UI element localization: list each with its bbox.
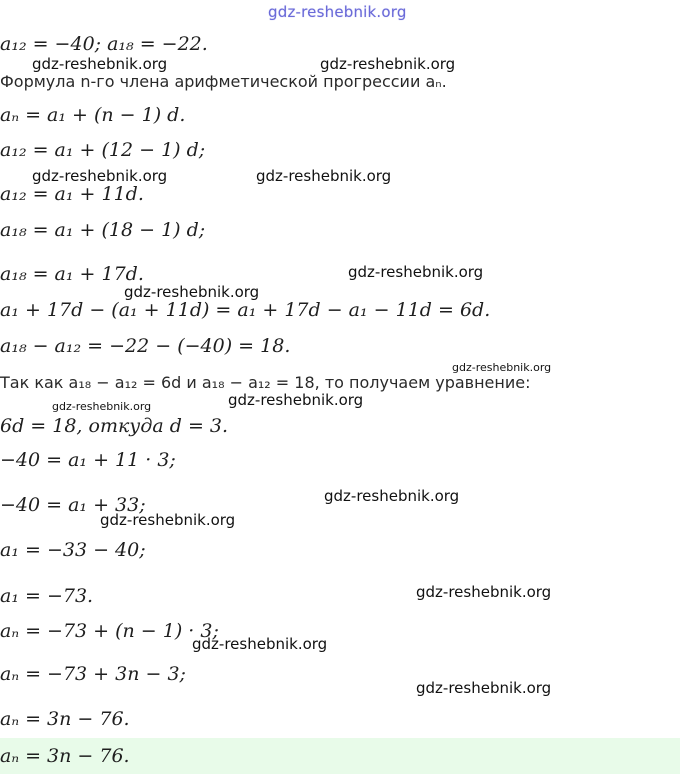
d-solution-line: 6d = 18, откуда d = 3. (0, 415, 229, 437)
watermark: gdz-reshebnik.org (416, 679, 552, 697)
watermark-small: gdz-reshebnik.org (452, 361, 552, 374)
a1-equation-simplified-line: −40 = a₁ + 33; (0, 494, 146, 516)
general-formula-line: aₙ = a₁ + (n − 1) d. (0, 104, 186, 126)
watermark: gdz-reshebnik.org (228, 391, 364, 409)
watermark: gdz-reshebnik.org (416, 583, 552, 601)
given-values-line: a₁₂ = −40; a₁₈ = −22. (0, 33, 208, 55)
an-expanded-line: aₙ = −73 + 3n − 3; (0, 663, 186, 685)
a12-simplified-line: a₁₂ = a₁ + 11d. (0, 183, 144, 205)
answer-line: aₙ = 3n − 76. (0, 745, 130, 767)
watermark: gdz-reshebnik.org (324, 487, 460, 505)
a1-value-line: a₁ = −73. (0, 585, 94, 607)
a1-expression-line: a₁ = −33 − 40; (0, 539, 146, 561)
watermark: gdz-reshebnik.org (32, 55, 168, 73)
an-result-line: aₙ = 3n − 76. (0, 708, 130, 730)
an-substitution-line: aₙ = −73 + (n − 1) · 3; (0, 620, 219, 642)
watermark: gdz-reshebnik.org (192, 635, 328, 653)
watermark: gdz-reshebnik.org (124, 283, 260, 301)
watermark: gdz-reshebnik.org (100, 511, 236, 529)
watermark: gdz-reshebnik.org (256, 167, 392, 185)
a18-expansion-line: a₁₈ = a₁ + (18 − 1) d; (0, 219, 206, 241)
a1-equation-line: −40 = a₁ + 11 · 3; (0, 449, 176, 471)
formula-intro-line: Формула n-го члена арифметической прогрессии aₙ. (0, 72, 447, 91)
watermark: gdz-reshebnik.org (348, 263, 484, 281)
a12-expansion-line: a₁₂ = a₁ + (12 − 1) d; (0, 139, 206, 161)
watermark: gdz-reshebnik.org (320, 55, 456, 73)
equation-intro-line: Так как a₁₈ − a₁₂ = 6d и a₁₈ − a₁₂ = 18, то получаем уравнение: (0, 373, 531, 392)
watermark-small: gdz-reshebnik.org (52, 400, 152, 413)
difference-value-line: a₁₈ − a₁₂ = −22 − (−40) = 18. (0, 335, 291, 357)
watermark: gdz-reshebnik.org (32, 167, 168, 185)
a18-simplified-line: a₁₈ = a₁ + 17d. (0, 263, 144, 285)
watermark-top: gdz-reshebnik.org (268, 3, 407, 21)
difference-line: a₁ + 17d − (a₁ + 11d) = a₁ + 17d − a₁ − 11d = 6d. (0, 299, 491, 321)
